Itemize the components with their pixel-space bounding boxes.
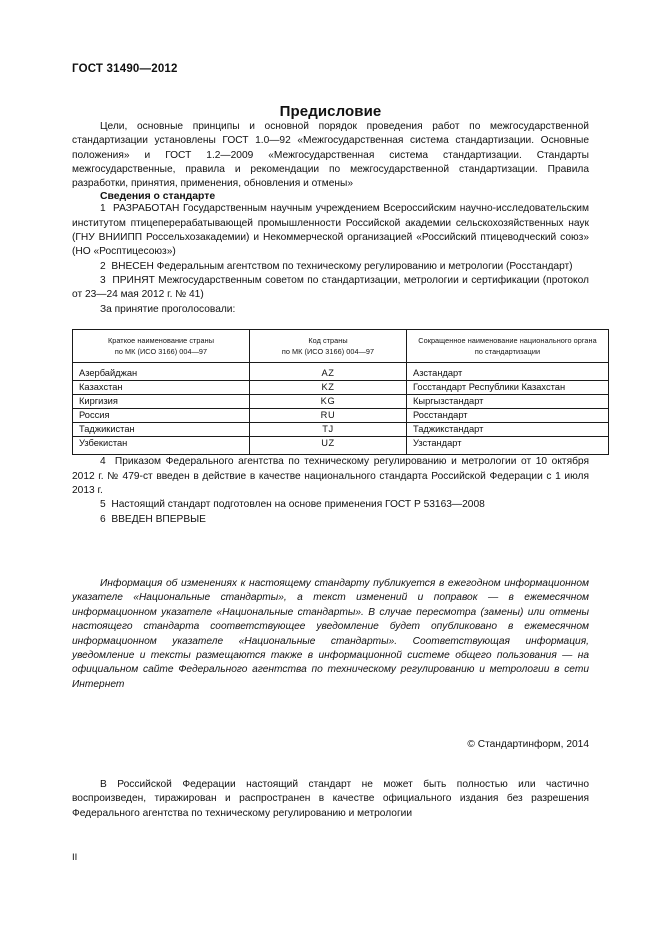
cell-code: KG	[250, 395, 407, 409]
about-item-6-text: ВВЕДЕН ВПЕРВЫЕ	[111, 513, 206, 525]
about-item-3-number: 3	[100, 274, 106, 286]
page-content	[72, 62, 597, 821]
cell-authority: Узстандарт	[407, 437, 609, 455]
about-item-6-number: 6	[100, 513, 106, 525]
table-row	[73, 362, 609, 380]
column-header-code-line2: по МК (ИСО 3166) 004—97	[281, 346, 375, 356]
table-row	[73, 437, 609, 455]
column-header-country-line1: Краткое наименование страны	[107, 335, 215, 345]
cell-country: Узбекистан	[73, 437, 250, 455]
column-header-code-line1: Код страны	[308, 335, 348, 345]
page-title: Предисловие	[279, 103, 382, 120]
cell-code: UZ	[250, 437, 407, 455]
column-header-authority-line2: по стандартизации	[474, 346, 541, 356]
reproduction-disclaimer: В Российской Федерации настоящий стандарт не может быть полностью или частично воспроизведен, тиражирован и распространен в качестве официального издания без разрешения Федерального агентства по техническому регулированию и метрологии	[72, 779, 589, 819]
column-header-country-line2: по МК (ИСО 3166) 004—97	[114, 346, 208, 356]
cell-country: Таджикистан	[73, 423, 250, 437]
column-header-country	[73, 329, 250, 362]
about-item-5-number: 5	[100, 499, 106, 511]
about-item-4	[72, 455, 589, 498]
cell-authority: Таджикстандарт	[407, 423, 609, 437]
about-item-3-text: ПРИНЯТ Межгосударственным советом по стандартизации, метрологии и сертификации (протокол от 23—24 мая 2012 г. № 41)	[72, 274, 589, 301]
about-item-2-number: 2	[100, 260, 106, 272]
cell-authority: Азстандарт	[407, 362, 609, 380]
cell-country: Азербайджан	[73, 362, 250, 380]
about-item-1-text: РАЗРАБОТАН Государственным научным учреждением Всероссийским научно-исследовательским институтом птицеперерабатывающей промышленности Российской академии сельскохозяйственных наук (ГНУ ВНИИПП Россельхозакадемии) и Некоммерческой организацией «Российский птицеводческий союз» (НО «Росптицесоюз»)	[72, 203, 589, 258]
cell-code: AZ	[250, 362, 407, 380]
about-item-4-text: Приказом Федерального агентства по техническому регулированию и метрологии от 10 октября 2012 г. № 479-ст введен в действие в качестве национального стандарта Российской Федерации с 1 июля 2013 г.	[72, 456, 589, 497]
vote-table-head	[73, 329, 609, 362]
cell-code: TJ	[250, 423, 407, 437]
table-row	[73, 380, 609, 394]
about-item-1-number: 1	[100, 203, 106, 215]
column-header-code	[250, 329, 407, 362]
about-item-2	[72, 260, 589, 274]
table-header-row	[73, 329, 609, 362]
cell-code: KZ	[250, 380, 407, 394]
cell-authority: Госстандарт Республики Казахстан	[407, 380, 609, 394]
column-header-authority	[407, 329, 609, 362]
cell-code: RU	[250, 409, 407, 423]
copyright-line: © Стандартинформ, 2014	[467, 739, 589, 751]
about-item-3	[72, 274, 589, 303]
about-item-1	[72, 202, 589, 259]
page-number: II	[72, 852, 78, 863]
vote-caption: За принятие проголосовали:	[100, 303, 236, 315]
cell-authority: Росстандарт	[407, 409, 609, 423]
vote-table-body	[73, 362, 609, 455]
about-item-6	[72, 513, 589, 527]
table-row	[73, 409, 609, 423]
vote-table	[72, 329, 609, 456]
about-standard-heading: Сведения о стандарте	[100, 191, 216, 203]
intro-paragraph: Цели, основные принципы и основной порядок проведения работ по межгосударственной стандартизации установлены ГОСТ 1.0—92 «Межгосударственная система стандартизации. Основные положения» и ГОСТ 1.2—2009 «Межгосударственная система стандартизации. Стандарты межгосударственные, правила и рекомендации по межгосударственной стандартизации. Правила разработки, принятия, применения, обновления и отмены»	[72, 121, 589, 190]
running-head: ГОСТ 31490—2012	[72, 63, 178, 75]
table-row	[73, 423, 609, 437]
amendment-notice: Информация об изменениях к настоящему стандарту публикуется в ежегодном информационном указателе «Национальные стандарты», а текст изменений и поправок — в ежемесячном информационном указателе «Национальные стандарты». В случае пересмотра (замены) или отмены настоящего стандарта соответствующее уведомление будет опубликовано в ежемесячном информационном указателе «Национальные стандарты». Соответствующая информация, уведомление и тексты размещаются также в информационной системе общего пользования — на официальном сайте Федерального агентства по техническому регулированию и метрологии в сети Интернет	[72, 577, 589, 690]
about-item-4-number: 4	[100, 456, 106, 468]
about-item-2-text: ВНЕСЕН Федеральным агентством по техническому регулированию и метрологии (Росстандарт)	[111, 260, 573, 272]
table-row	[73, 395, 609, 409]
column-header-authority-line1: Сокращенное наименование национального органа	[418, 335, 597, 345]
cell-country: Россия	[73, 409, 250, 423]
cell-country: Киргизия	[73, 395, 250, 409]
about-item-5-text: Настоящий стандарт подготовлен на основе применения ГОСТ Р 53163—2008	[111, 499, 485, 511]
about-item-5	[72, 498, 589, 512]
cell-authority: Кыргызстандарт	[407, 395, 609, 409]
cell-country: Казахстан	[73, 380, 250, 394]
